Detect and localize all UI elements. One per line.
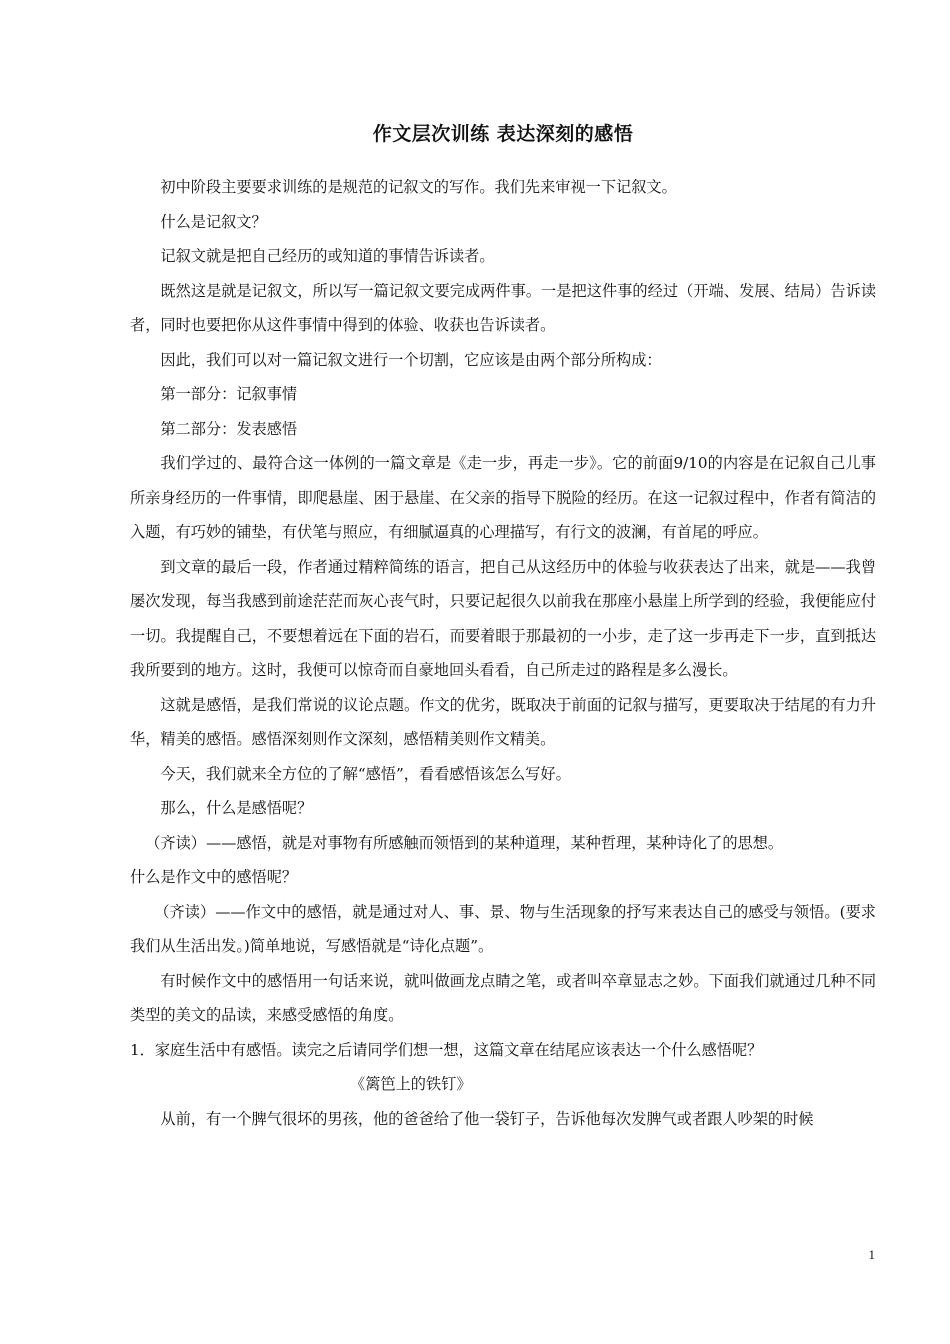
- document-body: [130, 120, 876, 1136]
- paragraph: 因此，我们可以对一篇记叙文进行一个切割，它应该是由两个部分所构成：: [160, 350, 662, 369]
- paragraph: 这就是感悟，是我们常说的议论点题。作文的优劣，既取决于前面的记叙与描写，更要取决于结尾的有力升华，精美的感悟。感悟深刻则作文深刻，感悟精美则作文精美。: [130, 695, 876, 748]
- paragraph: 什么是记叙文？: [160, 212, 267, 231]
- paragraph: 第二部分：发表感悟: [160, 419, 298, 438]
- paragraph: 第一部分：记叙事情: [160, 385, 298, 403]
- paragraph: （齐读）——感悟，就是对事物有所感触而领悟到的某种道理，某种哲理，某种诗化了的思想。: [145, 833, 784, 852]
- paragraph: 有时候作文中的感悟用一句话来说，就叫做画龙点睛之笔，或者叫卒章显志之妙。下面我们就通过几种不同类型的美文的品读，来感受感悟的角度。: [130, 971, 876, 1024]
- paragraph: 既然这是就是记叙文，所以写一篇记叙文要完成两件事。一是把这件事的经过（开端、发展、结局）告诉读者，同时也要把你从这件事情中得到的体验、收获也告诉读者。: [130, 281, 876, 334]
- paragraph: 到文章的最后一段，作者通过精粹简练的语言，把自己从这经历中的体验与收获表达了出来，就是——我曾屡次发现，每当我感到前途茫茫而灰心丧气时，只要记起很久以前我在那座小悬崖上所学到的经验，我便能应付一切。我提醒自己，不要想着远在下面的岩石，而要着眼于那最初的一小步，走了这一步再走下一步，直到抵达我所要到的地方。这时，我便可以惊奇而自豪地回头看看，自己所走过的路程是多么漫长。: [130, 557, 876, 679]
- paragraph: （齐读）——作文中的感悟，就是通过对人、事、景、物与生活现象的抒写来表达自己的感受与领悟。(要求我们从生活出发。)简单地说，写感悟就是“诗化点题”。: [130, 902, 876, 955]
- paragraph: 记叙文就是把自己经历的或知道的事情告诉读者。: [160, 247, 495, 265]
- paragraph: 我们学过的、最符合这一体例的一篇文章是《走一步，再走一步》。它的前面9/10的内容是在记叙自己儿事所亲身经历的一件事情，即爬悬崖、困于悬崖、在父亲的指导下脱险的经历。在这一记叙过程中，作者有简洁的入题，有巧妙的铺垫，有伏笔与照应，有细腻逼真的心理描写，有行文的波澜，有首尾的呼应。: [130, 454, 876, 541]
- paragraph: 什么是作文中的感悟呢？: [130, 868, 298, 886]
- paragraph: 那么，什么是感悟呢？: [160, 799, 313, 817]
- list-item: 1．家庭生活中有感悟。读完之后请同学们想一想，这篇文章在结尾应该表达一个什么感悟呢？: [130, 1040, 763, 1059]
- paragraph: 初中阶段主要要求训练的是规范的记叙文的写作。我们先来审视一下记叙文。: [160, 178, 677, 196]
- paragraph: 从前，有一个脾气很坏的男孩，他的爸爸给了他一袋钉子，告诉他每次发脾气或者跟人吵架的时候: [160, 1109, 814, 1128]
- page-number: 1: [868, 1247, 875, 1262]
- paragraph: 今天，我们就来全方位的了解“感悟”，看看感悟该怎么写好。: [160, 764, 571, 783]
- story-title: 《篱笆上的铁钉》: [350, 1075, 472, 1093]
- document-title: 作文层次训练 表达深刻的感悟: [372, 123, 634, 145]
